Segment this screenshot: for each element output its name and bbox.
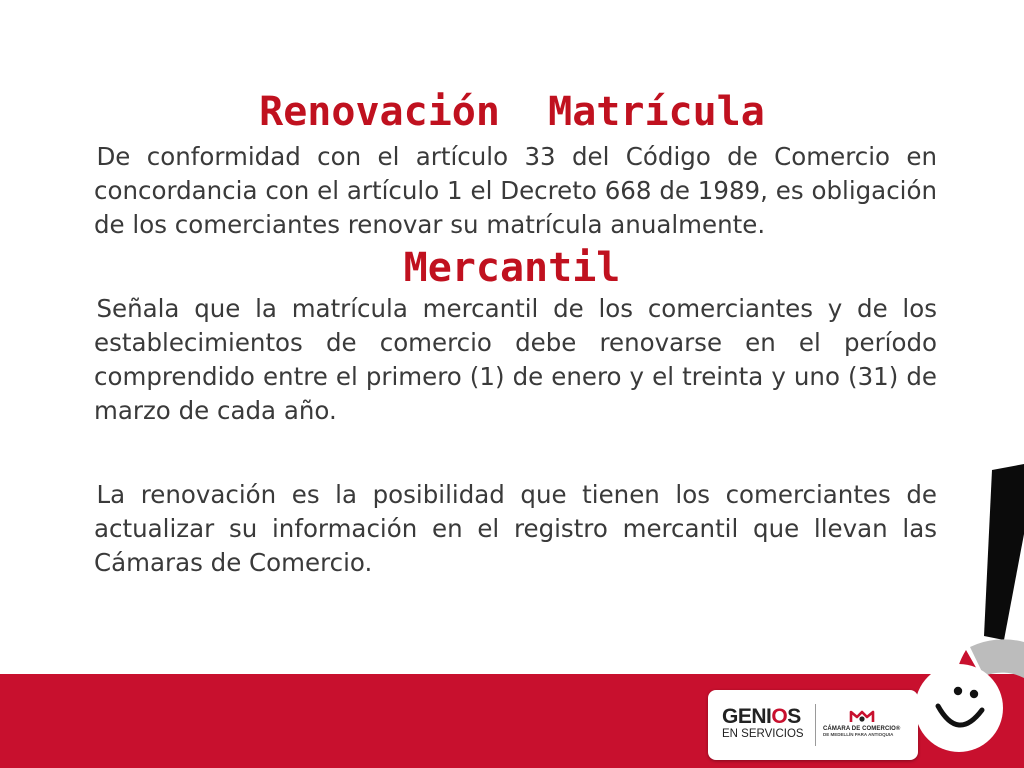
camara-emblem-icon (849, 708, 875, 724)
camara-logo-subtitle: DE MEDELLÍN PARA ANTIOQUIA (823, 732, 894, 737)
slide-body (94, 140, 937, 630)
genios-logo-word (722, 706, 804, 727)
camara-logo-name: CÁMARA DE COMERCIO® (823, 726, 901, 732)
genios-logo-subtitle: EN SERVICIOS (722, 728, 804, 740)
genios-logo-word-o: O (771, 705, 788, 728)
genios-logo (722, 706, 804, 741)
slide-title-line-1: Renovación Matrícula (259, 89, 765, 135)
genios-logo-word-end: S (787, 705, 801, 728)
logo-divider (815, 704, 816, 746)
paragraph-renewal-definition: La renovación es la posibilidad que tienen los comerciantes de actualizar su información en el registro mercantil que llevan las Cámaras de Comercio. (94, 480, 937, 577)
slide-title-line-2: Mercantil (403, 245, 621, 291)
genios-logo-word-start: GENI (722, 705, 772, 728)
paragraph-legal-basis: De conformidad con el artículo 33 del Código de Comercio en concordancia con el artículo 1 el Decreto 668 de 1989, es obligación de los comerciantes renovar su matrícula anualmente. (94, 142, 937, 239)
exclamation-smiley-icon (900, 464, 1024, 768)
paragraph-renewal-period: Señala que la matrícula mercantil de los comerciantes y de los establecimientos de comercio debe renovarse en el período comprendido entre el primero (1) de enero y el treinta y uno (31) de marzo de cada año. (94, 294, 937, 425)
footer-logo-box (708, 690, 918, 760)
